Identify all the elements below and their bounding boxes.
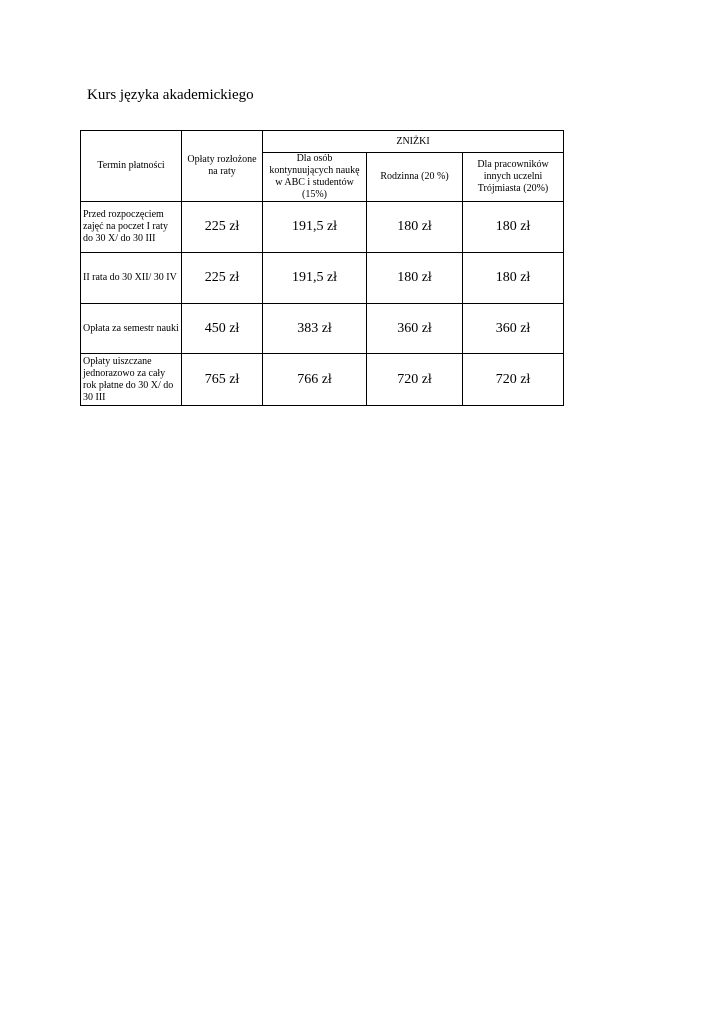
row-label: Przed rozpoczęciem zajęć na poczet I raty do 30 X/ do 30 III [81,202,182,253]
cell-family: 180 zł [367,253,463,304]
cell-installments: 225 zł [182,202,263,253]
header-family: Rodzinna (20 %) [367,153,463,202]
cell-installments: 450 zł [182,304,263,354]
cell-family: 180 zł [367,202,463,253]
row-label: Opłata za semestr nauki [81,304,182,354]
cell-continuing: 191,5 zł [263,253,367,304]
header-discounts: ZNIŻKI [263,131,564,153]
header-term: Termin płatności [81,131,182,202]
cell-installments: 765 zł [182,354,263,406]
document-title: Kurs języka akademickiego [87,87,254,103]
cell-employees: 180 zł [463,202,564,253]
header-employees: Dla pracowników innych uczelni Trójmiasta (20%) [463,153,564,202]
row-label: II rata do 30 XII/ 30 IV [81,253,182,304]
cell-employees: 360 zł [463,304,564,354]
cell-continuing: 766 zł [263,354,367,406]
cell-installments: 225 zł [182,253,263,304]
table-row [81,354,564,406]
table-row [81,304,564,354]
cell-employees: 720 zł [463,354,564,406]
cell-continuing: 191,5 zł [263,202,367,253]
cell-family: 720 zł [367,354,463,406]
table-row [81,202,564,253]
header-installments: Opłaty rozłożone na raty [182,131,263,202]
table-header-row [81,131,564,153]
cell-family: 360 zł [367,304,463,354]
fees-table [80,130,564,406]
header-continuing: Dla osób kontynuujących naukę w ABC i studentów (15%) [263,153,367,202]
table-row [81,253,564,304]
cell-continuing: 383 zł [263,304,367,354]
cell-employees: 180 zł [463,253,564,304]
row-label: Opłaty uiszczane jednorazowo za cały rok płatne do 30 X/ do 30 III [81,354,182,406]
